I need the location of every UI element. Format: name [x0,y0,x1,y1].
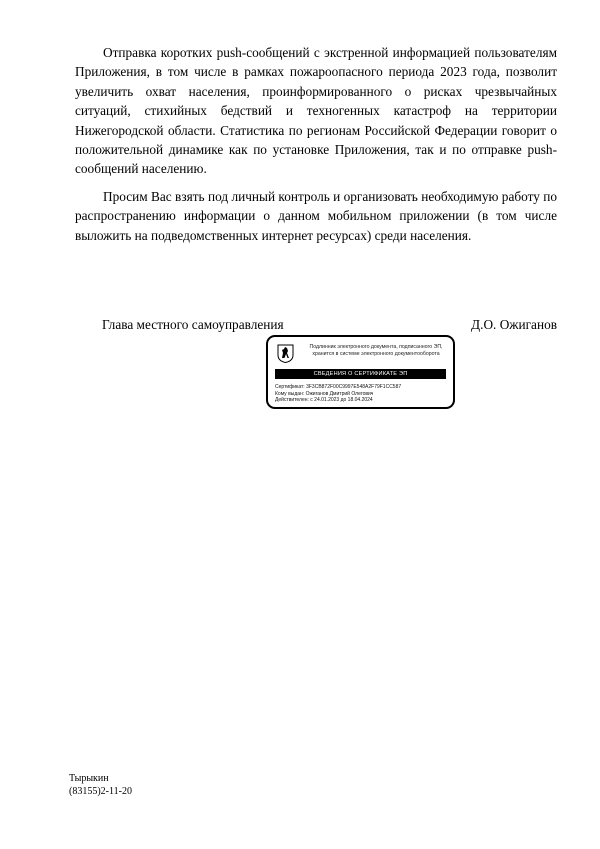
stamp-note: Подлинник электронного документа, подписанного ЭП, хранится в системе электронного документооборота [309,344,443,357]
e-signature-stamp [266,335,455,409]
paragraph-1: Отправка коротких push-сообщений с экстренной информацией пользователям Приложения, в том числе в рамках пожароопасного периода 2023 года, позволит увеличить охват населения, проинформированного о рисках чрезвычайных ситуаций, стихийных бедствий и техногенных катастроф на территории Нижегородской области. Статистика по регионам Российской Федерации говорит о положительной динамике как по установке Приложения, так и по отправке push-сообщений населению. [75,45,557,177]
certificate-details [275,384,401,404]
paragraph-2: Просим Вас взять под личный контроль и организовать необходимую работу по распространению информации о данном мобильном приложении (в том числе выложить на подведомственных интернет ресурсах) среди населения. [75,189,557,243]
signatory-position: Глава местного самоуправления [102,317,284,332]
signatory-name: Д.О. Ожиганов [471,317,557,332]
certificate-number: Сертификат: 3F3CB872F00C9997E548A2F79F1CC587 [275,384,402,390]
executor-phone: (83155)2-11-20 [69,786,132,797]
stamp-header: СВЕДЕНИЯ О СЕРТИФИКАТЕ ЭП [275,369,446,379]
executor-contact [69,772,132,798]
certificate-validity: Действителен: с 24.01.2023 до 18.04.2024 [275,397,373,404]
coat-of-arms-icon [277,344,294,363]
executor-name: Тырыкин [69,773,109,784]
certificate-owner: Кому выдан: Ожиганов Дмитрий Олегович [275,390,374,397]
